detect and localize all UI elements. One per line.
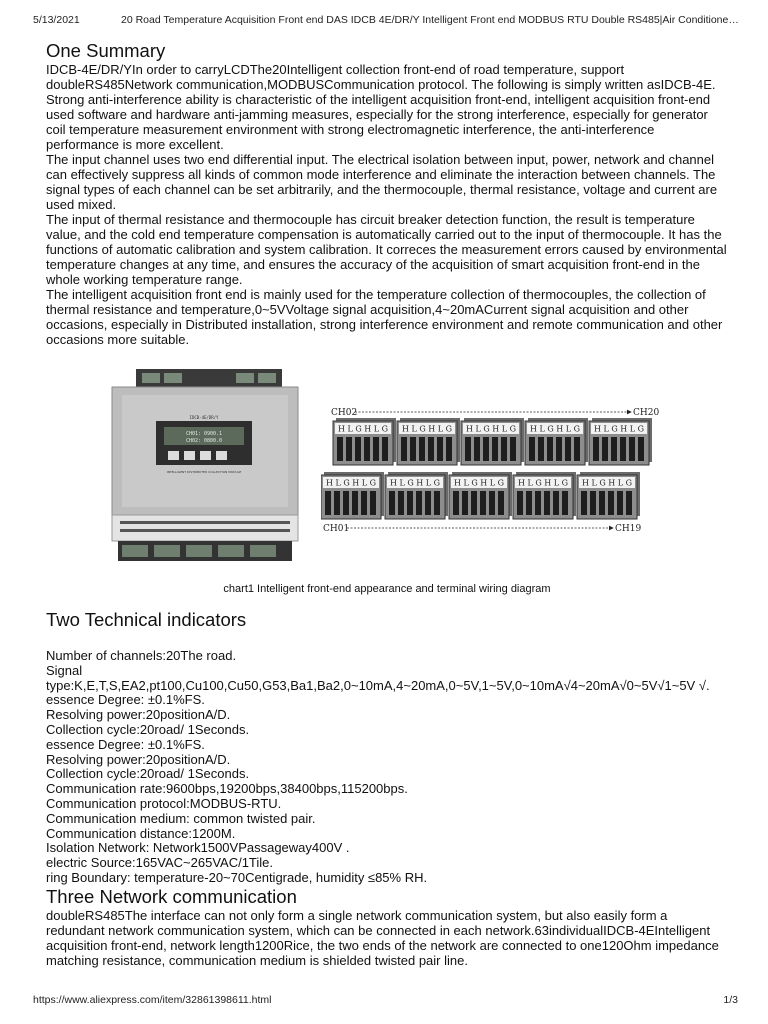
spec-line: Communication medium: common twisted pair. <box>46 810 316 826</box>
terminal-screw <box>608 491 614 515</box>
terminal-screw <box>562 491 568 515</box>
summary-section <box>46 40 728 347</box>
summary-paragraph: The intelligent acquisition front end is mainly used for the temperature collection of thermocouples, the collection of thermal resistance and temperature,0~5VVoltage signal acquisition,4~20mACurrent signal acquisition and other occasions, especially in Distributed installation, strong interference environment and remote communication and other occasions more suitable. <box>46 287 723 347</box>
terminal-pin-labels: H L G H L G <box>389 478 441 488</box>
technical-section <box>46 609 728 886</box>
spec-line: Number of channels:20The road. <box>46 648 237 663</box>
network-paragraph: doubleRS485The interface can not only form a single network communication system, but also easily form a redundant network communication system, which can be connected in each network.63individualIDCB-4EIntelligent acquisition front-end, network length1200Rice, the two ends of the network are connected to one120Ohm impedance matching resistance, communication medium is shielded twisted pair line. <box>46 907 719 968</box>
terminal-screw <box>373 437 379 461</box>
terminal-screw <box>556 437 562 461</box>
spec-line: Collection cycle:20road/ 1Seconds. <box>46 721 250 737</box>
figure-caption: chart1 Intelligent front-end appearance and terminal wiring diagram <box>223 583 551 595</box>
device-model-label: IDCB-4E/DR/Y <box>189 415 219 420</box>
terminal-screw <box>398 491 404 515</box>
terminal-screw <box>599 491 605 515</box>
terminal-screw <box>364 437 370 461</box>
terminal-pin-labels: H L G H L G <box>581 478 633 488</box>
terminal-screw <box>446 437 452 461</box>
terminal-screw <box>517 491 523 515</box>
terminal-wiring-diagram <box>321 403 701 535</box>
terminal-screw <box>334 491 340 515</box>
terminal-screw <box>526 491 532 515</box>
footer-url: https://www.aliexpress.com/item/32861398611.html <box>33 994 272 1006</box>
device-brand-strip: INTELLIGENT DISTRIBUTED COLLECTION MODULE <box>166 470 242 474</box>
terminal-screw <box>416 491 422 515</box>
terminal-screw <box>462 491 468 515</box>
spec-line: type:K,E,T,S,EA2,pt100,Cu100,Cu50,G53,Ba1,Ba2,0~10mA,4~20mA,0~5V,1~5V,0~10mA√4~20mA√0~5V√1~5V √. <box>46 677 710 693</box>
terminal-block <box>385 472 448 519</box>
terminal-screw <box>355 437 361 461</box>
summary-heading: One Summary <box>46 40 166 61</box>
terminal-screw <box>492 437 498 461</box>
summary-paragraph: IDCB-4E/DR/YIn order to carryLCDThe20Intelligent collection front-end of road temperature, support doubleRS485Network communication,MODBUSCommunication protocol. The following is simply written asIDCB-4E. <box>46 62 716 92</box>
terminal-screw <box>581 491 587 515</box>
terminal-screw <box>535 491 541 515</box>
spec-line: Collection cycle:20road/ 1Seconds. <box>46 766 250 782</box>
spec-line: Communication rate:9600bps,19200bps,38400bps,115200bps. <box>46 781 408 797</box>
print-title: 20 Road Temperature Acquisition Front end DAS IDCB 4E/DR/Y Intelligent Front end MODBUS RTU Double RS485|Air Conditioner... <box>121 14 740 26</box>
terminal-screw <box>489 491 495 515</box>
terminal-screw <box>401 437 407 461</box>
terminal-screw <box>544 491 550 515</box>
terminal-pin-labels: H L G H L G <box>529 424 581 434</box>
spec-line: Isolation Network: Network1500VPassageway400V . <box>46 840 350 856</box>
terminal-screw <box>389 491 395 515</box>
terminal-screw <box>611 437 617 461</box>
terminal-screw <box>361 491 367 515</box>
spec-list <box>46 649 728 886</box>
terminal-screw <box>538 437 544 461</box>
terminal-screw <box>437 437 443 461</box>
terminal-block <box>461 418 524 465</box>
wiring-label-ch02: CH02 <box>331 408 358 418</box>
page-footer <box>33 994 738 1006</box>
document-content <box>46 40 728 968</box>
terminal-pin-labels: H L G H L G <box>453 478 505 488</box>
terminal-screw <box>453 491 459 515</box>
terminal-block <box>449 472 512 519</box>
terminal-screw <box>425 491 431 515</box>
terminal-block <box>397 418 460 465</box>
spec-line: essence Degree: ±0.1%FS. <box>46 692 205 708</box>
spec-line: Communication protocol:MODBUS-RTU. <box>46 795 282 811</box>
terminal-screw <box>434 491 440 515</box>
terminal-screw <box>574 437 580 461</box>
terminal-screw <box>498 491 504 515</box>
terminal-screw <box>510 437 516 461</box>
terminal-screw <box>565 437 571 461</box>
terminal-pin-labels: H L G H L G <box>401 424 453 434</box>
spec-line: Communication distance:1200M. <box>46 825 236 841</box>
terminal-screw <box>620 437 626 461</box>
terminal-screw <box>343 491 349 515</box>
terminal-block <box>589 418 652 465</box>
terminal-screw <box>410 437 416 461</box>
terminal-screw <box>602 437 608 461</box>
terminal-pin-labels: H L G H L G <box>337 424 389 434</box>
terminal-screw <box>529 437 535 461</box>
summary-paragraph: Strong anti-interference ability is characteristic of the intelligent acquisition front-end, intelligent acquisition front-end used software and hardware anti-jamming measures, especially for the strong interference, especially for generator coil temperature measurement environment with strong electromagnetic interference, the anti-interference performance is more excellent. <box>46 92 711 152</box>
terminal-screw <box>471 491 477 515</box>
terminal-screw <box>407 491 413 515</box>
terminal-block <box>321 472 384 519</box>
terminal-screw <box>337 437 343 461</box>
terminal-screw <box>593 437 599 461</box>
terminal-block <box>333 418 396 465</box>
terminal-screw <box>382 437 388 461</box>
terminal-screw <box>370 491 376 515</box>
technical-heading: Two Technical indicators <box>46 609 247 630</box>
terminal-pin-labels: H L G H L G <box>325 478 377 488</box>
spec-line: Signal <box>46 662 83 678</box>
terminal-row-bottom <box>321 472 640 519</box>
terminal-screw <box>346 437 352 461</box>
device-lcd-line1: CH01: 0900.1 <box>185 431 223 437</box>
terminal-screw <box>352 491 358 515</box>
terminal-screw <box>501 437 507 461</box>
terminal-pin-labels: H L G H L G <box>465 424 517 434</box>
terminal-block <box>577 472 640 519</box>
terminal-screw <box>553 491 559 515</box>
terminal-screw <box>590 491 596 515</box>
terminal-screw <box>483 437 489 461</box>
spec-line: Resolving power:20positionA/D. <box>46 751 231 767</box>
wiring-label-ch20: CH20 <box>633 408 660 418</box>
print-date: 5/13/2021 <box>33 14 80 26</box>
terminal-screw <box>325 491 331 515</box>
summary-paragraph: The input channel uses two end differential input. The electrical isolation between input, power, network and channel can effectively suppress all kinds of common mode interference and eliminate the interaction between channels. The signal types of each channel can be set arbitrarily, and the thermocouple, thermal resistance, voltage and current are used mixed. <box>46 152 718 212</box>
spec-line: ring Boundary: temperature-20~70Centigrade, humidity ≤85% RH. <box>46 869 428 885</box>
terminal-screw <box>465 437 471 461</box>
terminal-pin-labels: H L G H L G <box>593 424 645 434</box>
terminal-screw <box>617 491 623 515</box>
terminal-block <box>513 472 576 519</box>
spec-line: essence Degree: ±0.1%FS. <box>46 736 205 752</box>
device-photo <box>108 365 300 565</box>
network-heading: Three Network communication <box>46 885 297 907</box>
terminal-block <box>525 418 588 465</box>
terminal-screw <box>419 437 425 461</box>
device-lcd-line2: CH02: 0800.0 <box>185 438 223 444</box>
terminal-screw <box>474 437 480 461</box>
terminal-screw <box>638 437 644 461</box>
summary-paragraph: The input of thermal resistance and thermocouple has circuit breaker detection function, the result is temperature value, and the cold end temperature compensation is automatically carried out to the input of thermocouple. It has the functions of automatic calibration and system calibration. It correces the measurement errors caused by environmental temperature changes at any time, and ensures the accuracy of the acquisition of smart acquisition front-end in the whole working temperature range. <box>46 212 727 287</box>
wiring-label-ch01: CH01 <box>323 524 350 534</box>
product-figure <box>46 357 728 595</box>
terminal-screw <box>626 491 632 515</box>
wiring-label-ch19: CH19 <box>615 524 642 534</box>
network-section <box>46 886 728 968</box>
terminal-screw <box>629 437 635 461</box>
spec-line: Resolving power:20positionA/D. <box>46 707 231 723</box>
spec-line: electric Source:165VAC~265VAC/1Tile. <box>46 855 274 871</box>
terminal-row-top <box>333 418 652 465</box>
terminal-pin-labels: H L G H L G <box>517 478 569 488</box>
terminal-screw <box>428 437 434 461</box>
terminal-screw <box>480 491 486 515</box>
page-number: 1/3 <box>723 994 738 1006</box>
terminal-screw <box>547 437 553 461</box>
